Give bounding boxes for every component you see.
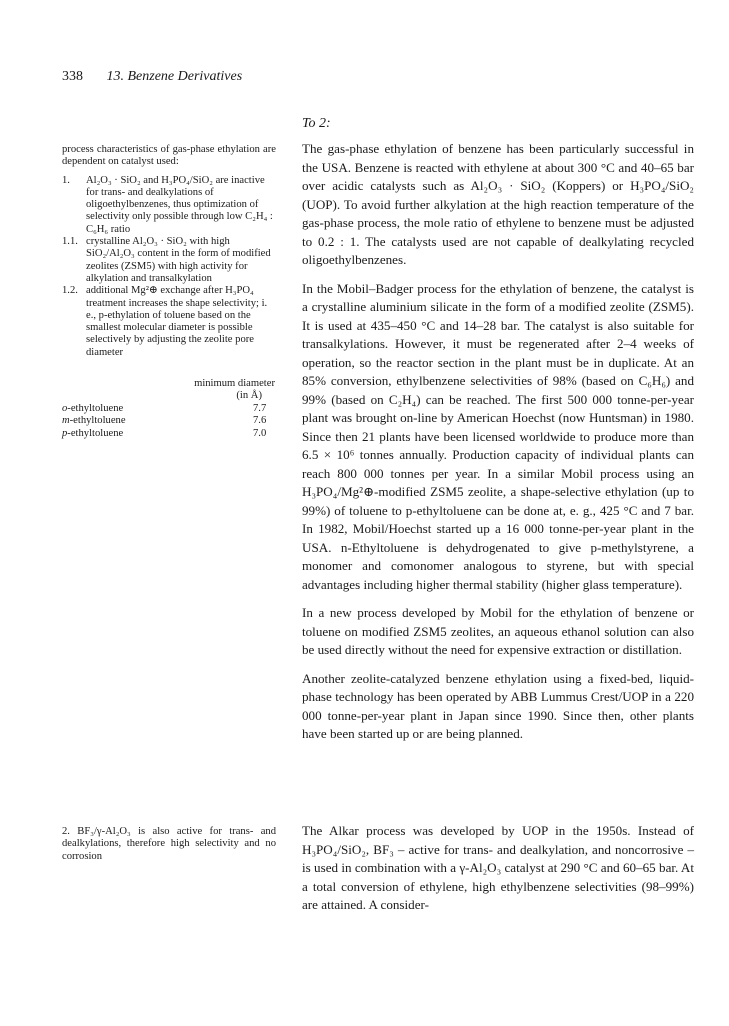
main-text-block-2 bbox=[302, 822, 694, 925]
main-text-block-1 bbox=[302, 140, 694, 754]
paragraph-2: In the Mobil–Badger process for the ethylation of benzene, the catalyst is a crystalline aluminium silicate in the form of a modified zeolite (ZSM5). It is used at 435–450 °C and 14–28 bar. The catalyst is also suitable for transalkylations. However, it must be regenerated after 2–4 weeks of operation, so the reactor section in the plant must be in duplicate. At an 85% conversion, ethylbenzene selectivities of 98% (based on C₆H₆) and 99% (based on C₂H₄) can be reached. The first 500 000 tonne-per-year plant was brought on-line by American Hoechst (now Huntsman) in 1980. Since then 21 plants have been licensed worldwide to produce more than 6.5 × 10⁶ tonnes annually. Production capacity of individual plants can reach 800 000 tonnes per year. In a similar Mobil process using an H₃PO₄/Mg²⊕-modified ZSM5 zeolite, a shape-selective ethylation (up to 99%) of toluene to p-ethyltoluene can be done at, e. g., 425 °C and 7 bar. In 1982, Mobil/Hoechst started up a 16 000 tonne-per-year plant in the USA. n-Ethyltoluene is dehydrogenated to give p-methylstyrene, a monomer and comonomer analogous to styrene, but with special advantages including higher thermal stability (higher glass temperature). bbox=[302, 280, 694, 592]
isomer-name: -ethyltoluene bbox=[67, 427, 124, 439]
paragraph-5: The Alkar process was developed by UOP in the 1950s. Instead of H₃PO₄/SiO₂, BF₃ – active for trans- and dealkylation, and noncorrosive – is used in combination with a γ-Al₂O₃ catalyst at 290 °C and 60–65 bar. At a total conversion of ethylene, high ethylbenzene selectivities (98–99%) are attained. A consider- bbox=[302, 823, 694, 912]
isomer-name: -ethyltoluene bbox=[67, 402, 124, 414]
chapter-title: 13. Benzene Derivatives bbox=[106, 69, 243, 84]
paragraph-4: Another zeolite-catalyzed benzene ethylation using a fixed-bed, liquid-phase technology has been operated by ABB Lummus Crest/UOP in a 220 000 tonne-per-year plant in Japan since 1990. Since then, other plants have been started up or are being planned. bbox=[302, 670, 694, 741]
isomer-diameter: 7.0 bbox=[253, 427, 267, 439]
paragraph-3: In a new process developed by Mobil for the ethylation of benzene or toluene on modified ZSM5 zeolites, an aqueous ethanol solution can also be used directly without the need for expensive extraction or distillation. bbox=[302, 605, 694, 657]
isomer-prefix: m bbox=[62, 415, 70, 427]
margin-notes bbox=[62, 144, 276, 359]
running-header bbox=[62, 69, 242, 85]
isomer-prefix: p bbox=[62, 427, 68, 439]
margin-intro: process characteristics of gas-phase ethylation are dependent on catalyst used: bbox=[62, 144, 276, 168]
margin-item-1-text: Al₂O₃ · SiO₂ and H₃PO₄/SiO₂ are inactive for trans- and dealkylations of oligoethylbenzenes, thus optimization of selectivity only possible through low C₂H₄ : C₆H₆ ratio bbox=[86, 174, 273, 235]
table-row bbox=[62, 403, 276, 416]
margin-item-1-2 bbox=[62, 285, 276, 359]
table-row bbox=[62, 415, 276, 428]
margin-item-1-2-label: 1.2. bbox=[62, 285, 78, 297]
table-row bbox=[62, 428, 276, 441]
table-header-line1: minimum diameter bbox=[194, 378, 275, 389]
page-number: 338 bbox=[62, 69, 83, 84]
margin-item-1-1-text: crystalline Al₂O₃ · SiO₂ with high SiO₂/Al₂O₃ content in the form of modified zeolites (ZSM5) with high activity for alkylation and transalkylation bbox=[86, 236, 271, 284]
section-label: To 2: bbox=[302, 116, 331, 131]
isomer-diameter: 7.7 bbox=[253, 402, 267, 414]
margin-item-1-1-label: 1.1. bbox=[62, 236, 78, 248]
margin-item-1-2-text: additional Mg²⊕ exchange after H₃PO₄ treatment increases the shape selectivity; i. e., p-ethylation of toluene based on the smallest molecular diameter is possible selectively by adjusting the zeolite pore diameter bbox=[86, 285, 268, 358]
diameter-table bbox=[62, 378, 276, 440]
isomer-diameter: 7.6 bbox=[253, 415, 267, 427]
margin-item-1-label: 1. bbox=[62, 174, 70, 186]
margin-note-2 bbox=[62, 826, 276, 863]
margin-item-1 bbox=[62, 175, 276, 236]
paragraph-1: The gas-phase ethylation of benzene has been particularly successful in the USA. Benzene is reacted with ethylene at about 300 °C and 40–65 bar over acidic catalysts such as Al₂O₃ · SiO₂ (Koppers) or H₃PO₄/SiO₂ (UOP). To avoid further alkylation at the high reaction temperature of the gas-phase process, the mole ratio of ethylene to benzene must be adjusted to 0.2 : 1. The catalysts used are not capable of dealkylating recycled oligoethylbenzenes. bbox=[302, 141, 694, 267]
table-header-line2: (in Å) bbox=[236, 390, 262, 402]
margin-item-2-text: 2. BF₃/γ-Al₂O₃ is also active for trans- and dealkylations, therefore high selectivity and no corrosion bbox=[62, 826, 276, 862]
margin-item-1-1 bbox=[62, 236, 276, 285]
isomer-prefix: o bbox=[62, 402, 68, 414]
isomer-name: -ethyltoluene bbox=[69, 415, 126, 427]
